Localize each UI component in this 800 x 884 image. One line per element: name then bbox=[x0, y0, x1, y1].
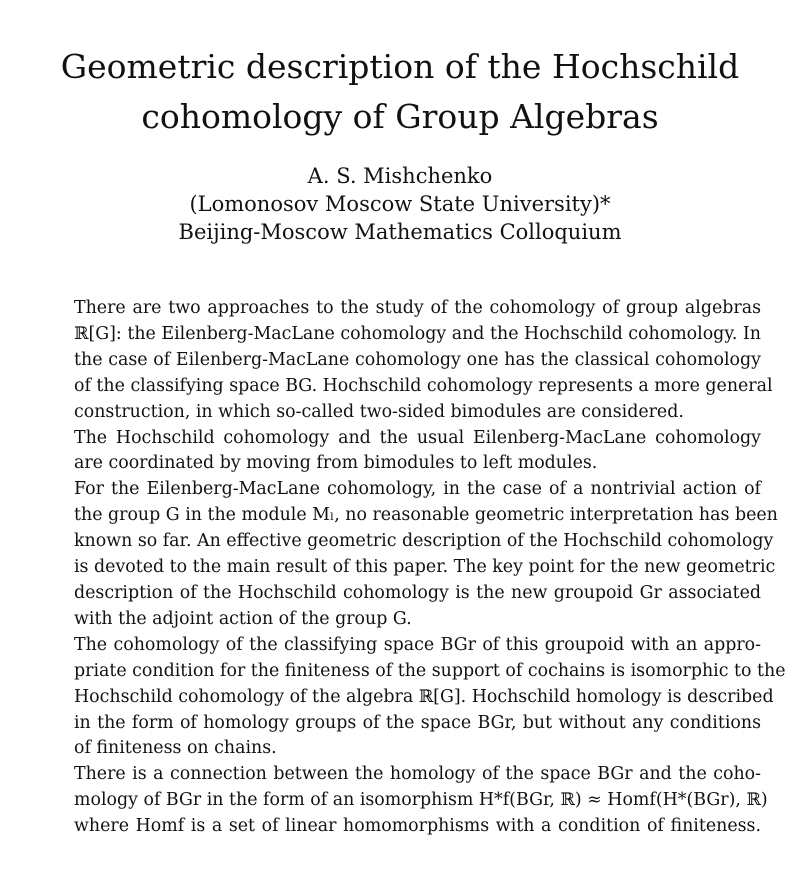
text-line: For the Eilenberg-MacLane cohomology, in the case of a nontrivial action of bbox=[74, 479, 761, 500]
paragraph-1 bbox=[49, 296, 773, 426]
text-line: where Homf is a set of linear homomorphisms with a condition of finiteness. bbox=[74, 816, 761, 837]
text-line: There is a connection between the homology of the space BGr and the coho- bbox=[74, 764, 761, 785]
venue: Beijing-Moscow Mathematics Colloquium bbox=[178, 220, 622, 244]
text-line: The cohomology of the classifying space BGr of this groupoid with an appro- bbox=[74, 634, 761, 655]
title-line: cohomology of Group Algebras bbox=[141, 97, 659, 136]
text-line: of the classifying space BG. Hochschild cohomology represents a more general bbox=[74, 375, 773, 396]
text-line: known so far. An effective geometric description of the Hochschild cohomology bbox=[74, 531, 774, 552]
text-line: of finiteness on chains. bbox=[74, 738, 277, 759]
text-line: There are two approaches to the study of the cohomology of group algebras bbox=[74, 298, 761, 318]
paragraph-3 bbox=[49, 477, 778, 632]
abstract-body bbox=[49, 296, 786, 840]
text-line: are coordinated by moving from bimodules to left modules. bbox=[74, 453, 598, 474]
text-line: The Hochschild cohomology and the usual Eilenberg-MacLane cohomology bbox=[74, 427, 761, 448]
text-line: construction, in which so-called two-sided bimodules are considered. bbox=[74, 401, 684, 422]
text-line: Hochschild cohomology of the algebra ℝ[G]. Hochschild homology is described bbox=[74, 686, 774, 707]
paragraph-4 bbox=[49, 633, 786, 763]
paper-title bbox=[0, 42, 800, 142]
title-line: Geometric description of the Hochschild bbox=[60, 47, 740, 86]
text-line: the case of Eilenberg-MacLane cohomology one has the classical cohomology bbox=[74, 349, 761, 370]
text-line: ℝ[G]: the Eilenberg-MacLane cohomology and the Hochschild cohomology. In bbox=[74, 323, 761, 344]
author-block bbox=[0, 162, 800, 246]
text-line: is devoted to the main result of this paper. The key point for the new geometric bbox=[74, 557, 776, 578]
text-line: with the adjoint action of the group G. bbox=[74, 608, 412, 629]
text-line: in the form of homology groups of the space BGr, but without any conditions bbox=[74, 712, 761, 733]
text-line: description of the Hochschild cohomology is the new groupoid Gr associated bbox=[74, 582, 761, 603]
author-affiliation: (Lomonosov Moscow State University)* bbox=[189, 192, 611, 216]
paragraph-2 bbox=[49, 426, 761, 478]
text-line: priate condition for the finiteness of the support of cochains is isomorphic to the bbox=[74, 660, 786, 681]
text-line: mology of BGr in the form of an isomorphism H*f(BGr, ℝ) ≈ Homf(H*(BGr), ℝ) bbox=[74, 790, 768, 811]
author-name: A. S. Mishchenko bbox=[307, 164, 493, 188]
text-line: the group G in the module Mₗ, no reasonable geometric interpretation has been bbox=[74, 505, 778, 526]
paragraph-5 bbox=[49, 762, 768, 840]
